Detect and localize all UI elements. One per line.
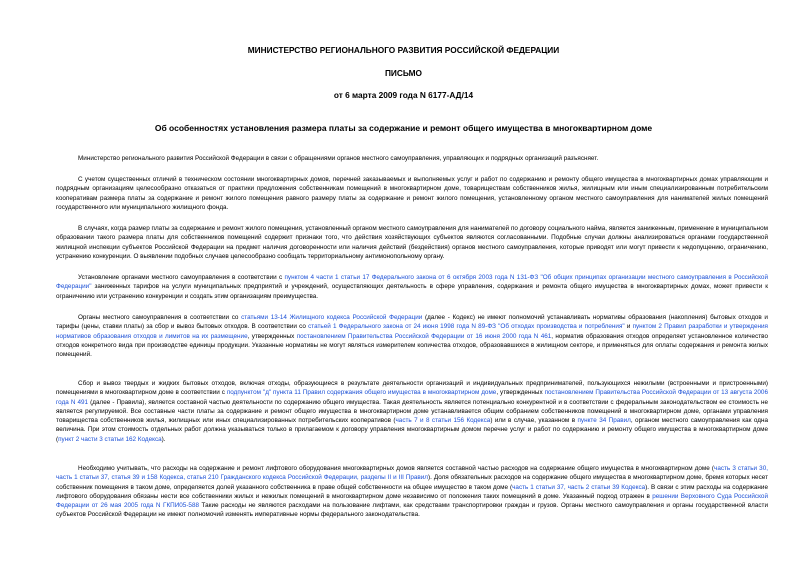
- paragraph-text: и: [624, 323, 633, 331]
- ministry-heading: МИНИСТЕРСТВО РЕГИОНАЛЬНОГО РАЗВИТИЯ РОССИЙСКОЙ ФЕДЕРАЦИИ: [247, 45, 560, 55]
- law-link[interactable]: постановлением Правительства Российской Федерации от 13 августа 2006 года N 491: [56, 389, 768, 406]
- paragraph-1: Министерство регионального развития Российской Федерации в связи с обращениями органов местного самоуправления, управляющих и подрядных организаций разъясняет.: [78, 155, 599, 162]
- law-link[interactable]: пункте 34 Правил: [577, 417, 631, 425]
- paragraph-text: Установление органами местного самоуправления в соответствии с: [78, 274, 285, 281]
- paragraph-text: ).: [161, 435, 166, 443]
- law-link[interactable]: пункт 2 части 3 статьи 162 Кодекса: [58, 435, 162, 443]
- paragraph-text: Сбор и вывоз твердых и жидких бытовых отходов, включая отходы, образующиеся в результате деятельности организаций и индивидуальных предпринимателей, пользующихся нежилыми (встроенными и пристроенными) помещениями в многоквартирном доме в соответствии с: [56, 380, 768, 397]
- paragraph-text: , норматив образования отходов определяет установленное количество отходов конкретного вида при производстве единицы продукции. Указанные нормативы не могут являться измерителем количества отходов, образовавшихся в жилищном секторе, и применяться для оплаты содержания и ремонта жилых помещений.: [56, 332, 768, 359]
- paragraph-text: ) или в случае, указанном в: [490, 417, 578, 425]
- law-link[interactable]: пунктом 4 части 1 статьи 17 Федерального закона от 6 октября 2003 года N 131-ФЗ "Об общих принципах организации местного самоуправления в Российской Федерации": [56, 274, 768, 291]
- paragraph-text: , органом местного самоуправления как одна величина. При этом стоимость отдельных работ должна указываться только в прилагаемом к договору управления многоквартирным домом перечне услуг и работ по содержанию и ремонту общего имущества в многоквартирном доме (: [56, 417, 768, 443]
- paragraph-text: (далее - Кодекс) не имеют полномочий устанавливать нормативы образования (накопления) бытовых отходов и тарифы (цены, ставки платы) за сбор и вывоз бытовых отходов. В соответствии со: [56, 314, 768, 331]
- paragraph-6: [56, 379, 768, 444]
- law-link[interactable]: подпунктом "д" пункта 11 Правил содержания общего имущества в многоквартирном доме: [226, 389, 497, 397]
- law-link[interactable]: часть 3 статьи 30, часть 1 статьи 37, статья 39 и 158 Кодекса, статья 210 Гражданского кодекса Российской Федерации, разделы II и III Правил: [56, 465, 768, 482]
- paragraph-text: ). В связи с этим расходы на содержание лифтового оборудования обязаны нести все собственники жилых и нежилых помещений в многоквартирном доме независимо от положения таких помещений в доме. Указанный подход отражен в: [56, 483, 768, 500]
- document-type-heading: ПИСЬМО: [384, 68, 423, 78]
- paragraph-text: Органы местного самоуправления в соответствии со: [78, 314, 242, 321]
- paragraph-2: С учетом существенных отличий в техническом состоянии многоквартирных домов, перечней заказываемых и выполняемых услуг и работ по содержанию и ремонту общего имущества в многоквартирных домах управляющим и подрядным организациям целесообразно отказаться от практики предложения собственникам помещений в многоквартирном доме, товариществам собственников жилья, жилищным или иным специализированным потребительским кооперативам размера платы за содержание и ремонт жилого помещения равного размеру платы за содержание и ремонт жилого помещения, установленному органом местного самоуправления для нанимателей жилых помещений государственного или муниципального жилищного фонда.: [56, 176, 768, 211]
- paragraph-text: ). Доля обязательных расходов на содержание общего имущества в многоквартирном доме, бремя которых несет собственник помещения в таком доме, определяется долей указанного собственника в праве общей собственности на общее имущество в таком доме (: [56, 474, 768, 491]
- document-subject: Об особенностях установления размера платы за содержание и ремонт общего имущества в многоквартирном доме: [154, 123, 653, 133]
- law-link[interactable]: постановлением Правительства Российской Федерации от 16 июня 2000 года N 461: [296, 332, 552, 340]
- paragraph-5: [56, 313, 768, 359]
- law-link[interactable]: часть 1 статьи 37, часть 2 статьи 39 Кодекса: [512, 483, 646, 491]
- court-decision-link[interactable]: решении Верховного Суда Российской Федерации от 26 мая 2005 года N ГКПИ05-588: [56, 492, 768, 510]
- law-link[interactable]: часть 7 и 8 статьи 156 Кодекса: [395, 417, 491, 425]
- law-link[interactable]: пунктом 2 Правил разработки и утверждения нормативов образования отходов и лимитов на их размещение: [56, 323, 768, 340]
- document-date-number: от 6 марта 2009 года N 6177-АД/14: [333, 90, 474, 100]
- paragraph-text: , утвержденных: [496, 389, 545, 397]
- paragraph-3: В случаях, когда размер платы за содержание и ремонт жилого помещения, установленный органом местного самоуправления для нанимателей по договору социального найма, является заниженным, применение в муниципальном образовании такого размера платы для собственников помещений содержит признаки того, что действия хозяйствующих субъектов являются согласованными. Подобные случаи должны анализироваться органами государственной жилищной инспекции субъектов Российской Федерации на предмет наличия договоренности или наличия действий (бездействия) органов местного самоуправления, которые приводят или могут привести к недопущению, ограничению, устранению конкуренции. О выявлении подобных случаев целесообразно сообщать территориальному антимонопольному органу.: [56, 225, 768, 260]
- paragraph-text: , утвержденных: [247, 332, 297, 340]
- paragraph-text: (далее - Правила), является составной частью деятельности по содержанию общего имущества. Такая деятельность является потенциально конкурентной и в соответствии с федеральным законодательством ее стоимость не является регулируемой. Все составные части платы за содержание и ремонт общего имущества в многоквартирном доме устанавливается общим собранием собственников помещений в многоквартирном доме, органами управления товарищества собственников жилья, жилищных или иных специализированных потребительских кооперативов (: [56, 398, 768, 425]
- paragraph-text: заниженных тарифов на услуги муниципальных предприятий и учреждений, осуществляющих деятельность в сфере управления, содержания и ремонта общего имущества в многоквартирных домах, может привести к ограничению или устранению конкуренции и создать этим организациям преимущества.: [56, 283, 768, 300]
- law-link[interactable]: статьями 13-14 Жилищного кодекса Российской Федерации: [241, 314, 423, 321]
- paragraph-7: [56, 464, 768, 520]
- paragraph-text: Такие расходы не являются расходами на пользование лифтами, как средствами транспортировки граждан и грузов. Органы местного самоуправления и органы государственной власти субъектов Российской Федерации не имеют полномочий изменять императивные нормы федерального законодательства.: [56, 502, 768, 519]
- law-link[interactable]: статьей 1 Федерального закона от 24 июня 1998 года N 89-ФЗ "Об отходах производства и потребления": [308, 323, 625, 331]
- paragraph-4: [56, 273, 768, 301]
- paragraph-text: Необходимо учитывать, что расходы на содержание и ремонт лифтового оборудования многоквартирных домов является составной частью расходов на содержание общего имущества в многоквартирном доме (: [78, 465, 715, 472]
